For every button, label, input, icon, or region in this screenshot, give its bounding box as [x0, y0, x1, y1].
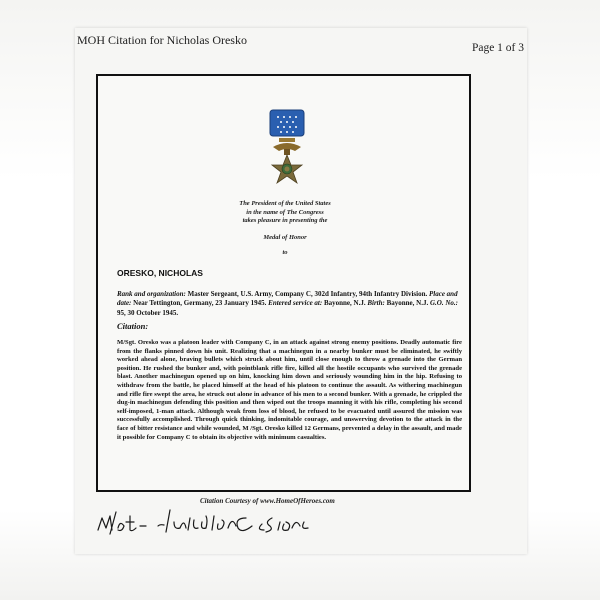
recipient-name: ORESKO, NICHOLAS	[117, 268, 203, 278]
entered-value: Bayonne, N.J.	[323, 299, 368, 308]
document-title: MOH Citation for Nicholas Oresko	[77, 33, 247, 47]
medal-name: Medal of Honor	[263, 233, 307, 241]
rank-value: Master Sergeant, U.S. Army, Company C, 302d Infantry, 94th Infantry Division.	[187, 290, 429, 298]
presentation-to: to	[282, 249, 288, 256]
go-label: G.O. No.:	[429, 299, 458, 308]
rank-label: Rank and organization:	[117, 290, 188, 298]
service-details	[117, 290, 462, 318]
presentation-line-1: The President of the United States	[239, 200, 331, 207]
page-number: Page 1 of 3	[471, 42, 524, 54]
citation-courtesy: Citation Courtesy of www.HomeOfHeroes.com	[200, 497, 335, 505]
entered-label: Entered service at:	[268, 299, 324, 308]
place-value: Near Tettington, Germany, 23 January 1945.	[133, 299, 269, 308]
place-label: Place and date:	[117, 290, 458, 308]
presentation-text	[200, 200, 370, 258]
birth-label: Birth:	[367, 299, 387, 308]
birth-value: Bayonne, N.J.	[386, 299, 430, 308]
medal-of-honor-icon	[267, 109, 307, 195]
citation-label: Citation:	[117, 321, 149, 331]
citation-text: M/Sgt. Oresko was a platoon leader with Company C, in an attack against strong enemy positions. Deadly automatic fire from the flanks pinned down his unit. Realizing that a machinegun in a nearby bunker must be eliminated, he swiftly worked ahead alone, braving bullets which struck about him, until close enough to throw a grenade into the German position. He rushed the bunker and, with pointblank rifle fire, killed all the hostile occupants who survived the grenade blast. Another machinegun opened up on him, knocking him down and seriously wounding him in the hip. Refusing to withdraw from the battle, he placed himself at the head of his platoon to continue the assault. As withering machinegun and rifle fire swept the area, he struck out alone in advance of his men to a second bunker. With a grenade, he crippled the dug-in machinegun defending this position and then wiped out the troops manning it with his rifle, completing his second self-imposed, 1-man attack. Although weak from loss of blood, he refused to be evacuated until assured the mission was successfully accomplished. Through quick thinking, indomitable courage, and unswerving devotion to the attack in the face of bitter resistance and while wounded, M /Sgt. Oresko killed 12 Germans, prevented a delay in the assault, and made it possible for Company C to obtain its objective with minimum casualties.	[117, 339, 462, 441]
go-value: 95, 30 October 1945.	[117, 308, 179, 317]
presentation-line-2: in the name of The Congress	[246, 208, 324, 216]
presentation-line-3: takes pleasure in presenting the	[242, 217, 328, 224]
handwritten-signature	[96, 508, 326, 538]
